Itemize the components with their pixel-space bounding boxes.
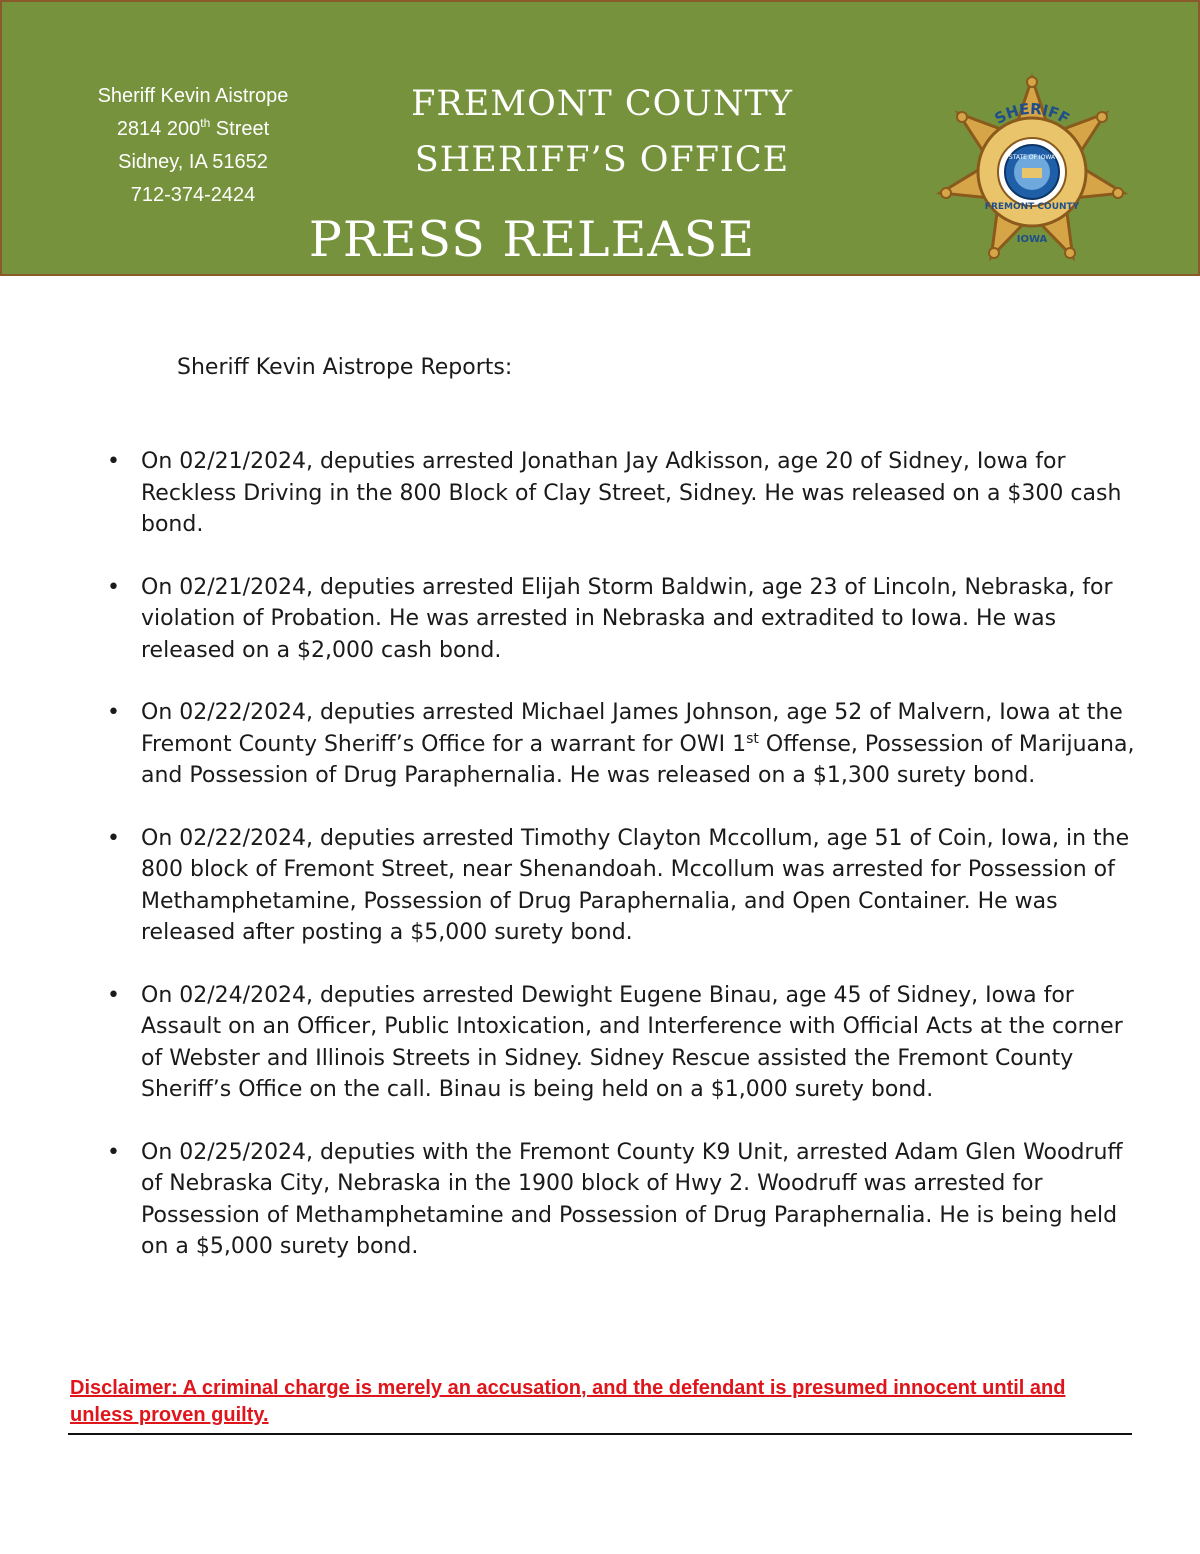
arrest-text-part-1: On 02/22/2024, deputies arrested Michael James Johnson, age 52 of Malvern, Iowa at the Fremont County Sheriff’s Office for a warrant for OWI 1 xyxy=(141,700,1123,757)
arrest-text: On 02/21/2024, deputies arrested Elijah Storm Baldwin, age 23 of Lincoln, Nebraska, for violation of Probation. He was arrested in Nebraska and extradited to Iowa. He was released on a $2,000 cash bond. xyxy=(141,574,1113,663)
arrest-item xyxy=(0,446,1141,541)
disclaimer: Disclaimer: A criminal charge is merely an accusation, and the defendant is presumed innocent until and unless proven guilty. xyxy=(70,1377,1066,1426)
street-name: Street xyxy=(210,118,270,140)
arrest-text-part-2: Offense, Possession of Marijuana, and Possession of Drug Paraphernalia. He was released on a $1,300 surety bond. xyxy=(141,731,1135,788)
bullet-icon: • xyxy=(107,1139,120,1165)
document-type-title: PRESS RELEASE xyxy=(308,211,756,268)
arrest-list xyxy=(0,446,1200,1294)
seal-text: STATE OF IOWA xyxy=(1008,154,1056,161)
ordinal-superscript: st xyxy=(746,730,759,747)
badge-top-text: SHERIFF xyxy=(991,99,1073,128)
arrest-text: On 02/25/2024, deputies with the Fremont County K9 Unit, arrested Adam Glen Woodruff of Nebraska City, Nebraska in the 1900 block of Hwy 2. Woodruff was arrested for Possession of Methamphetamine and Possession of Drug Paraphernalia. He is being held on a $5,000 surety bond. xyxy=(141,1139,1123,1259)
bullet-icon: • xyxy=(107,700,120,725)
contact-block xyxy=(62,80,324,212)
bullet-icon: • xyxy=(107,982,120,1008)
street-ordinal: th xyxy=(200,116,211,130)
arrest-item xyxy=(0,823,1141,949)
header-banner xyxy=(0,0,1200,276)
intro-line: Sheriff Kevin Aistrope Reports: xyxy=(177,355,513,380)
arrest-item xyxy=(0,697,1141,792)
arrest-item xyxy=(0,572,1141,667)
agency-title-line-2: SHERIFF’S OFFICE xyxy=(414,140,790,180)
agency-title-line-1: FREMONT COUNTY xyxy=(411,84,793,124)
sheriff-name: Sheriff Kevin Aistrope xyxy=(97,85,289,107)
arrest-text: On 02/24/2024, deputies arrested Dewight Eugene Binau, age 45 of Sidney, Iowa for Assault on an Officer, Public Intoxication, and Interference with Official Acts at the corner of Webster and Illinois Streets in Sidney. Sidney Rescue assisted the Fremont County Sheriff’s Office on the call. Binau is being held on a $1,000 surety bond. xyxy=(141,982,1123,1102)
street-address xyxy=(62,113,324,146)
phone-number: 712-374-2424 xyxy=(130,184,256,206)
city-state-zip: Sidney, IA 51652 xyxy=(118,151,268,173)
badge-ring-text: FREMONT COUNTY xyxy=(984,202,1080,212)
street-number: 2814 200 xyxy=(116,118,201,140)
bottom-divider xyxy=(68,1433,1132,1435)
sheriff-star-badge-icon xyxy=(932,72,1132,272)
bullet-icon: • xyxy=(107,825,120,851)
arrest-item xyxy=(0,980,1141,1106)
arrest-text: On 02/21/2024, deputies arrested Jonathan Jay Adkisson, age 20 of Sidney, Iowa for Reckless Driving in the 800 Block of Clay Street, Sidney. He was released on a $300 cash bond. xyxy=(141,449,1122,537)
bullet-icon: • xyxy=(107,449,120,474)
badge-state-text: IOWA xyxy=(1016,234,1048,245)
bullet-icon: • xyxy=(107,574,120,600)
arrest-item xyxy=(0,1137,1141,1263)
agency-title xyxy=(382,76,822,188)
arrest-text: On 02/22/2024, deputies arrested Timothy Clayton Mccollum, age 51 of Coin, Iowa, in the 800 block of Fremont Street, near Shenandoah. Mccollum was arrested for Possession of Methamphetamine, Possession of Drug Paraphernalia, and Open Container. He was released after posting a $5,000 surety bond. xyxy=(141,825,1130,945)
